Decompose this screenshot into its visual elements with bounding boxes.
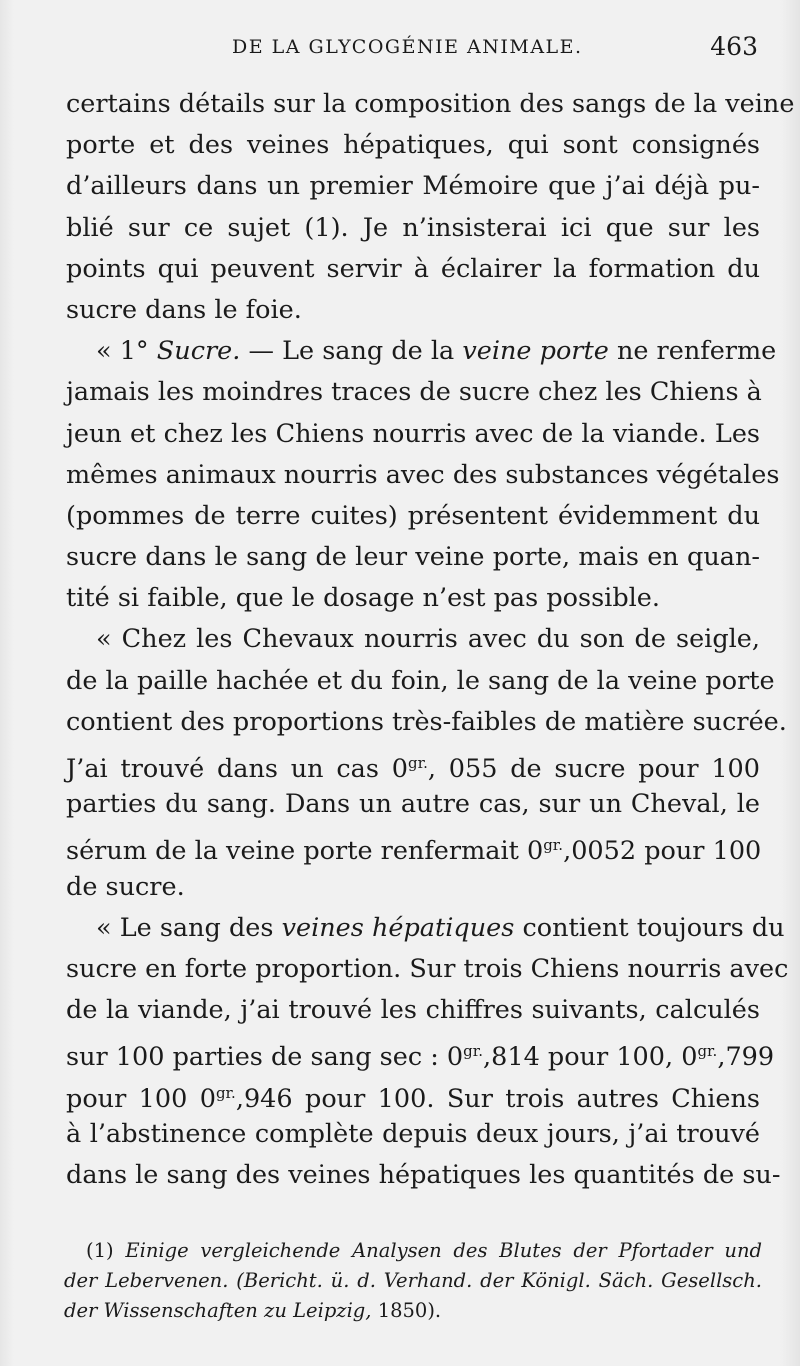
text-span: sur 100 parties de sang sec : 0 xyxy=(66,1042,464,1073)
text-line: à l’abstinence complète depuis deux jours, j’ai trouvé xyxy=(66,1118,760,1149)
text-span: J’ai trouvé dans un cas 0 xyxy=(66,754,408,784)
text-line xyxy=(66,1031,775,1073)
gram-abbrev: gr. xyxy=(543,836,564,855)
text-line: sucre dans le sang de leur veine porte, mais en quan- xyxy=(66,542,760,573)
text-line xyxy=(66,331,777,372)
text-line: jeun et chez les Chiens nourris avec de la viande. Les xyxy=(66,418,760,449)
running-title: DE LA GLYCOGÉNIE ANIMALE. xyxy=(232,36,583,58)
gram-abbrev: gr. xyxy=(463,1042,484,1061)
text-span: ne renferme xyxy=(616,336,777,367)
footnote-text: der Wissenschaften zu Leipzig, xyxy=(64,1299,372,1322)
text-span: « Le sang des xyxy=(96,912,274,943)
text-line: points qui peuvent servir à éclairer la formation du xyxy=(66,253,760,284)
gram-abbrev: gr. xyxy=(407,754,428,772)
text-line xyxy=(66,825,760,866)
page-header xyxy=(232,32,764,68)
text-line: de la viande, j’ai trouvé les chiffres suivants, calculés xyxy=(66,995,760,1026)
text-line xyxy=(66,908,785,949)
text-span: contient toujours du xyxy=(522,912,785,943)
page-number: 463 xyxy=(710,32,758,61)
footnote-text: Einige vergleichende Analysen des Blutes der Pfortader und xyxy=(125,1239,763,1262)
footnote-number: (1) xyxy=(86,1239,114,1262)
italic-term: veine porte xyxy=(462,336,609,367)
italic-term: veines hépatiques xyxy=(281,912,515,943)
text-line xyxy=(66,1073,760,1114)
text-span: « 1° xyxy=(96,336,149,367)
text-line: dans le sang des veines hépatiques les quantités de su- xyxy=(66,1159,781,1190)
footnote-line xyxy=(64,1266,762,1296)
text-line xyxy=(66,743,760,784)
footnote-text: Bericht. ü. d. Verhand. der Königl. Säch. Gesellsch. xyxy=(243,1269,762,1292)
text-line: tité si faible, que le dosage n’est pas possible. xyxy=(66,583,661,614)
text-line: de la paille hachée et du foin, le sang de la veine porte xyxy=(66,665,775,696)
footnote-line xyxy=(64,1236,762,1266)
text-line: blié sur ce sujet (1). Je n’insisterai ici que sur les xyxy=(66,212,760,243)
gram-abbrev: gr. xyxy=(215,1083,236,1102)
text-line: contient des proportions très-faibles de matière sucrée. xyxy=(66,706,787,737)
gram-abbrev: gr. xyxy=(697,1042,718,1061)
text-line: d’ailleurs dans un premier Mémoire que j’ai déjà pu- xyxy=(66,171,760,202)
italic-term: Sucre. xyxy=(156,336,241,367)
text-line: de sucre. xyxy=(66,871,185,902)
text-line: jamais les moindres traces de sucre chez les Chiens à xyxy=(66,377,762,408)
body-text xyxy=(66,84,795,1196)
text-line: porte et des veines hépatiques, qui sont consignés xyxy=(66,130,760,161)
footnote xyxy=(64,1236,762,1326)
footnote-line xyxy=(64,1296,762,1326)
text-span: — Le sang de la xyxy=(248,336,455,367)
text-line: (pommes de terre cuites) présentent évidemment du xyxy=(66,500,760,531)
text-span: , 055 de sucre pour 100 xyxy=(427,754,760,784)
text-span: ,0052 pour 100 xyxy=(563,836,762,867)
text-line: « Chez les Chevaux nourris avec du son de seigle, xyxy=(96,624,760,655)
footnote-text: der Lebervenen. ( xyxy=(64,1269,244,1292)
text-line: certains détails sur la composition des sangs de la veine xyxy=(66,89,795,119)
text-span: ,799 xyxy=(717,1042,775,1073)
text-span: sérum de la veine porte renfermait 0 xyxy=(66,836,544,867)
footnote-year: 1850). xyxy=(377,1299,442,1322)
text-line: mêmes animaux nourris avec des substances végétales xyxy=(66,459,780,490)
text-line: sucre dans le foie. xyxy=(66,294,302,325)
text-line: sucre en forte proportion. Sur trois Chiens nourris avec xyxy=(66,953,789,984)
text-line: parties du sang. Dans un autre cas, sur un Cheval, le xyxy=(66,789,760,820)
text-span: ,946 pour 100. Sur trois autres Chiens xyxy=(235,1083,760,1114)
text-span: pour 100 0 xyxy=(66,1083,216,1114)
text-span: ,814 pour 100, 0 xyxy=(483,1042,698,1073)
